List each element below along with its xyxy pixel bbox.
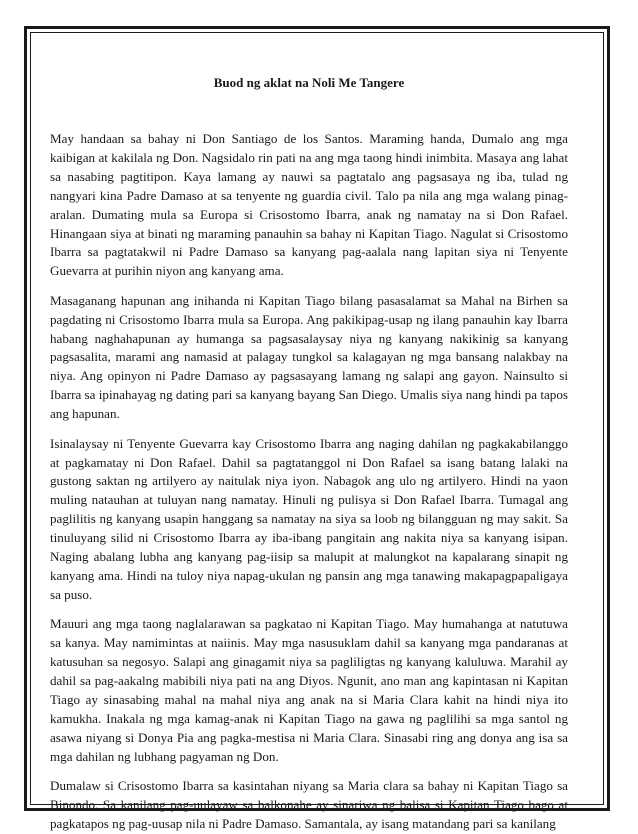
paragraph-1: May handaan sa bahay ni Don Santiago de los Santos. Maraming handa, Dumalo ang mga kaibigan at kakilala ng Don. Nagsidalo rin pati na ang mga taong hindi inimbita. Masaya ang lahat sa nasabing pagtitipon. Kaya lamang ay nauwi sa pagtatalo ang pagsasaya ng iba, tulad ng nangyari kina Padre Damaso at sa tenyente ng guardia civil. Talo pa nila ang mga walang pinag-aralan. Dumating mula sa Europa si Crisostomo Ibarra, anak ng namatay na si Don Rafael. Hinangaan siya at binati ng maraming panauhin sa bahay ni Kapitan Tiago. Nagulat si Crisostomo Ibarra sa pagtatakwil ni Padre Damaso sa kanyang pag-aalala nang lapitan siya ni Tenyente Guevarra at purihin niyon ang kanyang ama.	[50, 131, 568, 279]
paragraph-3: Isinalaysay ni Tenyente Guevarra kay Crisostomo Ibarra ang naging dahilan ng pagkakabilanggo at pagkamatay ni Don Rafael. Dahil sa pagtatanggol ni Don Rafael sa isang batang lalaki na gustong saktan ng artilyero ay naitulak niya iyon. Nabagok ang ulo ng artilyero. Hindi na yaon muling natauhan at tuluyan nang namatay. Hinuli ng pulisya si Don Rafael Ibarra. Tumagal ang paglilitis ng kanyang usapin hanggang sa namatay na siya sa loob ng bilangguan ng may sakit. Sa tinuluyang silid ni Crisostomo Ibarra ay iba-ibang pangitain ang nakita niya sa kanyang isipan. Naging abalang lubha ang kanyang pag-iisip sa malupit at malungkot na kapalarang sinapit ng kanyang ama. Hindi na tuloy niya napag-ukulan ng pansin ang mga tanawing makapagpapaligaya sa puso.	[50, 435, 568, 602]
document-page	[50, 36, 568, 831]
paragraph-2: Masaganang hapunan ang inihanda ni Kapitan Tiago bilang pasasalamat sa Mahal na Birhen sa pagdating ni Crisostomo Ibarra mula sa Europa. Ang pakikipag-usap ng ilang panauhin kay Ibarra habang naghahapunan ay humanga sa pagsasalaysay niya ng kanyang nakikinig sa kanyang pagsasalita, marami ang namasid at palagay tungkol sa kalagayan ng mga bansang nalakbay na niya. Ang opinyon ni Padre Damaso ay pagsasayang lamang ng salapi ang gayon. Nainsulto si Ibarra sa ipinahayag ng dating pari sa kanyang bayang San Diego. Umalis siya nang hindi pa tapos ang hapunan.	[50, 292, 568, 422]
paragraph-5: Dumalaw si Crisostomo Ibarra sa kasintahan niyang sa Maria clara sa bahay ni Kapitan Tiago sa Binondo. Sa kanilang pag-uulayaw sa balkonahe ay sinariwa ng balisa si Kapitan Tiago bago at pagkatapos ng pag-uusap nila ni Padre Damaso. Samantala, ay isang matandang pari sa kanilang	[50, 778, 568, 831]
paragraph-4: Mauuri ang mga taong naglalarawan sa pagkatao ni Kapitan Tiago. May humahanga at natutuwa sa kanya. May namimintas at naiinis. May mga nasusuklam dahil sa kanyang mga pandaranas at katusuhan sa negosyo. Salapi ang ginagamit niya sa pagliligtas ng kanyang kaluluwa. Marahil ay dahil sa pag-aakalng mabibili niya pati na ang Diyos. Ngunit, ano man ang kapintasan ni Kapitan Tiago ay sinasabing mahal na mahal niya ang anak na si Maria Clara kahit na hindi niya ito kamukha. Inakala ng mga kamag-anak ni Kapitan Tiago na gawa ng paglilihi sa mga santol ng asawa niyang si Donya Pia ang pagka-mestisa ni Maria Clara. Sinasabi ring ang donya ang isa sa mga dahilan ng lubhang pagyaman ng Don.	[50, 616, 568, 764]
document-title: Buod ng aklat na Noli Me Tangere	[213, 75, 405, 90]
